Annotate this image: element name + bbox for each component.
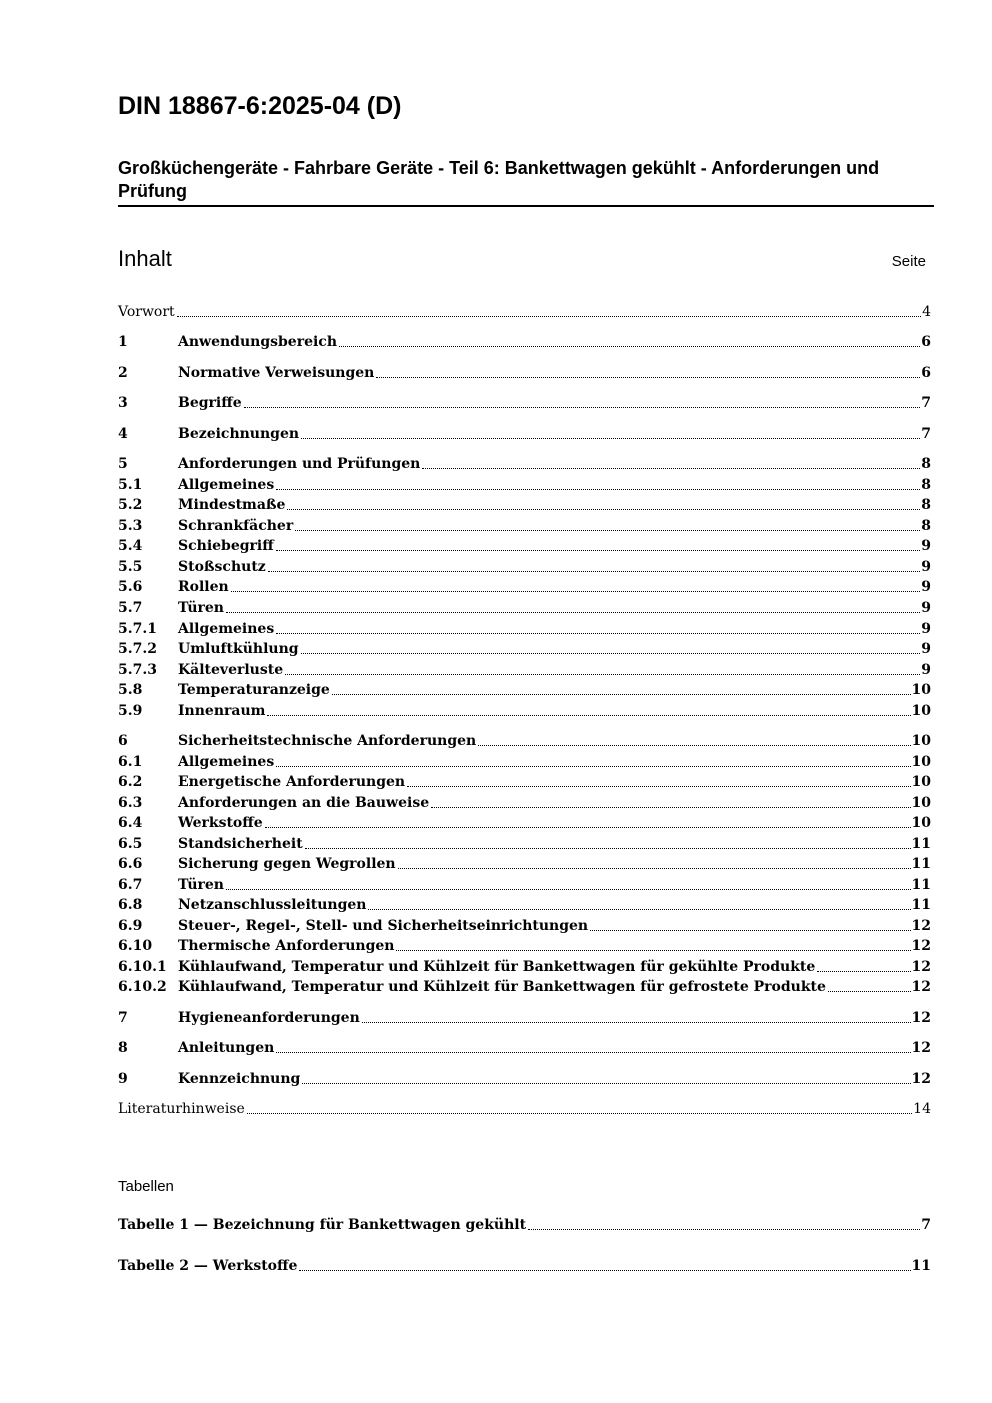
dot-leader: [226, 889, 911, 890]
dot-leader: [332, 694, 911, 695]
toc-entry[interactable]: [118, 475, 931, 495]
entry-page-number: 10: [911, 774, 931, 790]
table-list-entry[interactable]: [118, 1256, 931, 1276]
entry-title: Werkstoffe: [178, 815, 263, 831]
entry-page-number: 9: [921, 538, 931, 554]
entry-title: Hygieneanforderungen: [178, 1010, 360, 1026]
entry-page-number: 8: [921, 477, 931, 493]
entry-title: Türen: [178, 877, 224, 893]
toc-entry[interactable]: [118, 957, 931, 977]
entry-title: Kälteverluste: [178, 662, 284, 678]
dot-leader: [299, 1270, 910, 1271]
toc-entry[interactable]: [118, 577, 931, 597]
entry-page-number: 11: [911, 877, 931, 893]
title-divider: [118, 205, 934, 207]
toc-entry[interactable]: [118, 363, 931, 383]
entry-number: 6.5: [118, 836, 143, 852]
entry-title: Literaturhinweise: [118, 1101, 245, 1117]
entry-title: Allgemeines: [178, 754, 275, 770]
toc-entry[interactable]: [118, 854, 931, 874]
entry-number: 5.7.2: [118, 641, 157, 657]
dot-leader: [478, 745, 910, 746]
entry-page-number: 12: [911, 1071, 931, 1087]
entry-number: 6.8: [118, 897, 143, 913]
toc-entry[interactable]: [118, 302, 931, 322]
entry-page-number: 11: [911, 897, 931, 913]
entry-page-number: 9: [921, 641, 931, 657]
toc-entry[interactable]: [118, 1099, 931, 1119]
entry-number: 6.1: [118, 754, 143, 770]
entry-title: Sicherung gegen Wegrollen: [178, 856, 396, 872]
dot-leader: [287, 509, 920, 510]
entry-page-number: 8: [921, 497, 931, 513]
toc-entry[interactable]: [118, 731, 931, 751]
entry-number: 5.9: [118, 703, 143, 719]
toc-entry[interactable]: [118, 936, 931, 956]
entry-page-number: 9: [921, 559, 931, 575]
entry-title: Netzanschlussleitungen: [178, 897, 367, 913]
entry-title: Schiebegriff: [178, 538, 274, 554]
toc-entry[interactable]: [118, 834, 931, 854]
entry-title: Anwendungsbereich: [178, 334, 337, 350]
entry-page-number: 14: [913, 1101, 931, 1117]
toc-entry[interactable]: [118, 680, 931, 700]
table-list-entry[interactable]: [118, 1215, 931, 1235]
toc-entry[interactable]: [118, 639, 931, 659]
entry-page-number: 10: [911, 754, 931, 770]
entry-page-number: 9: [921, 600, 931, 616]
entry-number: 6.2: [118, 774, 143, 790]
entry-title: Türen: [178, 600, 224, 616]
entry-title: Steuer-, Regel-, Stell- und Sicherheitseinrichtungen: [178, 918, 589, 934]
dot-leader: [396, 950, 910, 951]
entry-title: Stoßschutz: [178, 559, 266, 575]
toc-entry[interactable]: [118, 1069, 931, 1089]
entry-title: Standsicherheit: [178, 836, 303, 852]
entry-title: Energetische Anforderungen: [178, 774, 406, 790]
entry-page-number: 12: [911, 1010, 931, 1026]
entry-page-number: 9: [921, 662, 931, 678]
entry-number: 6.3: [118, 795, 143, 811]
entry-page-number: 10: [911, 815, 931, 831]
entry-number: 5.3: [118, 518, 143, 534]
entry-title: Schrankfächer: [178, 518, 294, 534]
entry-page-number: 10: [911, 682, 931, 698]
entry-page-number: 7: [921, 395, 931, 411]
entry-page-number: 12: [911, 959, 931, 975]
toc-entry[interactable]: [118, 916, 931, 936]
entry-page-number: 11: [911, 836, 931, 852]
dot-leader: [398, 868, 911, 869]
toc-entry[interactable]: [118, 1008, 931, 1028]
entry-title: Bezeichnungen: [178, 426, 300, 442]
dot-leader: [431, 807, 910, 808]
entry-page-number: 12: [911, 1040, 931, 1056]
dot-leader: [301, 438, 920, 439]
entry-number: 5.4: [118, 538, 143, 554]
toc-entry[interactable]: [118, 516, 931, 536]
entry-number: 5.1: [118, 477, 143, 493]
toc-entry[interactable]: [118, 332, 931, 352]
entry-title: Tabelle 1 — Bezeichnung für Bankettwagen gekühlt: [118, 1217, 527, 1233]
entry-number: 5.6: [118, 579, 143, 595]
entry-page-number: 12: [911, 938, 931, 954]
toc-entry[interactable]: [118, 393, 931, 413]
dot-leader: [276, 1052, 910, 1053]
entry-number: 5.5: [118, 559, 143, 575]
entry-number: 7: [118, 1010, 128, 1026]
dot-leader: [301, 653, 921, 654]
toc-entry[interactable]: [118, 895, 931, 915]
entry-page-number: 6: [921, 334, 931, 350]
entry-title: Anforderungen und Prüfungen: [178, 456, 421, 472]
entry-number: 6.9: [118, 918, 143, 934]
toc-entry[interactable]: [118, 875, 931, 895]
dot-leader: [422, 468, 920, 469]
toc-entry[interactable]: [118, 772, 931, 792]
entry-page-number: 9: [921, 579, 931, 595]
toc-entry[interactable]: [118, 1038, 931, 1058]
dot-leader: [244, 407, 921, 408]
entry-number: 5: [118, 456, 128, 472]
toc-entry[interactable]: [118, 619, 931, 639]
entry-title: Kühlaufwand, Temperatur und Kühlzeit für Bankettwagen für gefrostete Produkte: [178, 979, 826, 995]
tables-heading: Tabellen: [118, 1178, 174, 1195]
entry-title: Normative Verweisungen: [178, 365, 375, 381]
entry-page-number: 7: [921, 426, 931, 442]
dot-leader: [817, 971, 910, 972]
dot-leader: [305, 848, 911, 849]
entry-page-number: 7: [921, 1217, 931, 1233]
entry-title: Anleitungen: [178, 1040, 275, 1056]
entry-page-number: 10: [911, 733, 931, 749]
entry-number: 1: [118, 334, 128, 350]
entry-page-number: 10: [911, 795, 931, 811]
toc-entry[interactable]: [118, 495, 931, 515]
dot-leader: [177, 316, 921, 317]
dot-leader: [268, 571, 921, 572]
dot-leader: [302, 1083, 910, 1084]
dot-leader: [339, 346, 920, 347]
document-id: DIN 18867-6:2025-04 (D): [118, 92, 402, 120]
entry-title: Umluftkühlung: [178, 641, 299, 657]
dot-leader: [376, 377, 920, 378]
entry-page-number: 8: [921, 518, 931, 534]
toc-entry[interactable]: [118, 424, 931, 444]
entry-title: Tabelle 2 — Werkstoffe: [118, 1258, 298, 1274]
toc-entry[interactable]: [118, 557, 931, 577]
entry-number: 5.7: [118, 600, 143, 616]
dot-leader: [276, 633, 920, 634]
entry-page-number: 11: [911, 856, 931, 872]
entry-number: 5.7.1: [118, 621, 157, 637]
entry-title: Kühlaufwand, Temperatur und Kühlzeit für Bankettwagen für gekühlte Produkte: [178, 959, 816, 975]
entry-number: 4: [118, 426, 128, 442]
contents-heading: Inhalt: [118, 246, 172, 271]
dot-leader: [265, 827, 911, 828]
entry-title: Allgemeines: [178, 477, 275, 493]
entry-number: 6.6: [118, 856, 143, 872]
dot-leader: [285, 674, 920, 675]
toc-entry[interactable]: [118, 977, 931, 997]
entry-page-number: 6: [921, 365, 931, 381]
entry-title: Temperaturanzeige: [178, 682, 330, 698]
toc-entry[interactable]: [118, 660, 931, 680]
dot-leader: [407, 786, 910, 787]
entry-number: 6.7: [118, 877, 143, 893]
entry-page-number: 10: [911, 703, 931, 719]
entry-number: 6.10.1: [118, 959, 167, 975]
entry-number: 3: [118, 395, 128, 411]
dot-leader: [590, 930, 910, 931]
entry-title: Kennzeichnung: [178, 1071, 301, 1087]
dot-leader: [295, 530, 920, 531]
entry-page-number: 9: [921, 621, 931, 637]
entry-title: Sicherheitstechnische Anforderungen: [178, 733, 477, 749]
entry-title: Innenraum: [178, 703, 266, 719]
entry-number: 9: [118, 1071, 128, 1087]
page-column-label: Seite: [891, 253, 926, 270]
entry-number: 6.10.2: [118, 979, 167, 995]
entry-number: 5.2: [118, 497, 143, 513]
entry-title: Rollen: [178, 579, 229, 595]
toc-entry[interactable]: [118, 454, 931, 474]
entry-title: Allgemeines: [178, 621, 275, 637]
entry-number: 5.7.3: [118, 662, 157, 678]
entry-page-number: 12: [911, 979, 931, 995]
toc-entry[interactable]: [118, 536, 931, 556]
entry-number: 6.4: [118, 815, 143, 831]
entry-number: 2: [118, 365, 128, 381]
toc-entry[interactable]: [118, 752, 931, 772]
entry-title: Thermische Anforderungen: [178, 938, 395, 954]
entry-page-number: 11: [911, 1258, 931, 1274]
entry-title: Begriffe: [178, 395, 242, 411]
dot-leader: [231, 591, 921, 592]
entry-page-number: 8: [921, 456, 931, 472]
dot-leader: [267, 715, 910, 716]
dot-leader: [276, 550, 921, 551]
dot-leader: [247, 1113, 912, 1114]
toc-entry[interactable]: [118, 701, 931, 721]
dot-leader: [362, 1022, 911, 1023]
dot-leader: [276, 766, 910, 767]
entry-number: 6.10: [118, 938, 153, 954]
dot-leader: [528, 1229, 920, 1230]
entry-number: 5.8: [118, 682, 143, 698]
entry-number: 6: [118, 733, 128, 749]
entry-title: Anforderungen an die Bauweise: [178, 795, 430, 811]
dot-leader: [276, 489, 920, 490]
entry-title: Mindestmaße: [178, 497, 286, 513]
toc-entry[interactable]: [118, 793, 931, 813]
entry-title: Vorwort: [118, 304, 175, 320]
toc-entry[interactable]: [118, 598, 931, 618]
toc-entry[interactable]: [118, 813, 931, 833]
entry-page-number: 12: [911, 918, 931, 934]
dot-leader: [368, 909, 910, 910]
entry-number: 8: [118, 1040, 128, 1056]
dot-leader: [226, 612, 920, 613]
document-title: Großküchengeräte - Fahrbare Geräte - Teil 6: Bankettwagen gekühlt - Anforderungen und Prüfung: [118, 158, 880, 201]
dot-leader: [828, 991, 911, 992]
entry-page-number: 4: [922, 304, 931, 320]
